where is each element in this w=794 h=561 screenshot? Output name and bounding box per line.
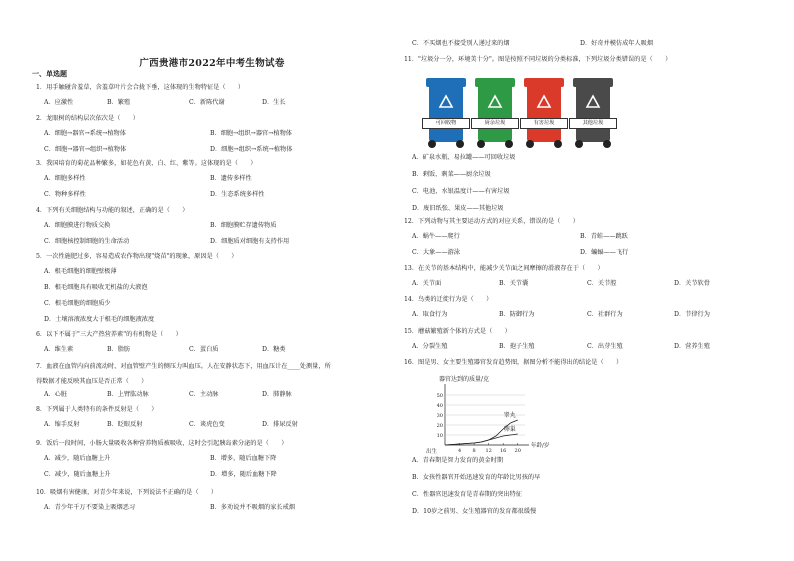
question-stem: 7．血液在血管内向前流动时，对血管壁产生的侧压力叫血压。人在安静状态下，用血压计在____处测量，所 (36, 363, 331, 370)
option: C．细胞→器官→组织→植物体 (44, 146, 127, 153)
question-stem: 13．在关节的基本结构中，能减少关节面之间摩擦的滑液存在于（ ） (404, 265, 604, 272)
bin-lid (426, 78, 466, 87)
option: B．上臂肱动脉 (107, 391, 149, 398)
option: A．缩手反射 (44, 421, 80, 428)
bin-lid (475, 78, 515, 87)
question-stem: 4．下列有关细胞结构与功能的叙述，正确的是（ ） (36, 207, 189, 214)
option: D．废旧纸张、果皮——其他垃圾 (412, 205, 504, 212)
option: D．增多，随后血糖下降 (210, 471, 277, 478)
option: D．糖类 (262, 346, 286, 353)
option: C．社群行为 (587, 311, 623, 318)
option: B．剩饭、剩菜——厨余垃圾 (412, 171, 491, 178)
y-tick-label: 30 (436, 413, 443, 419)
option: A．细胞→器官→系统→植物体 (44, 130, 126, 137)
option: B．繁殖 (107, 99, 131, 106)
y-tick-label: 20 (436, 423, 443, 429)
bin-wheel (526, 140, 534, 148)
option: B．女孩性器官开始迅速发育的年龄比男孩的早 (412, 474, 541, 481)
y-tick-label: 40 (436, 403, 443, 409)
option: B．眨眼反射 (107, 421, 143, 428)
option: B．增多，随后血糖下降 (210, 455, 277, 462)
option: A．关节面 (412, 280, 442, 287)
y-axis-label: 器官达到的质量/克 (439, 376, 490, 383)
option: A．青少年千万不要染上吸烟恶习 (44, 504, 136, 511)
recycle-icon (486, 94, 504, 112)
page-title: 广西贵港市2022年中考生物试卷 (139, 58, 285, 69)
question-stem: 1．用手触碰含羞草，含羞草叶片会合拢下垂，这体现的生物特征是（ ） (36, 84, 245, 91)
bin-wheel (428, 140, 436, 148)
option: B．根毛细胞具有吸收无机盐的大液泡 (44, 284, 148, 291)
option: D．细胞质对细胞有支持作用 (210, 238, 290, 245)
option: D．土壤溶液浓度大于根毛的细胞液浓度 (44, 316, 155, 323)
bin-label: 厨余垃圾 (471, 118, 519, 129)
option: A．根毛细胞的细胞壁极薄 (44, 268, 117, 275)
option: C．细胞核控制细胞的生命活动 (44, 238, 130, 245)
question-stem: 9．饭后一段时间，小肠大量吸收各种营养物质被吸收，这时会引起胰岛素分泌的是（ ） (36, 440, 288, 447)
bin-label: 其他垃圾 (569, 118, 617, 129)
option: D．10岁之前男、女生殖器官的发育都很缓慢 (412, 508, 537, 515)
option: C．不买烟也不接受别人递过来的烟 (412, 40, 510, 47)
question-stem: 5．一次性施肥过多，容易造成农作物出现"烧苗"的现象，原因是（ ） (36, 253, 238, 260)
question-stem: 14．鸟类的迁徙行为是（ ） (404, 296, 493, 303)
option: B．多劝说并不吸烟的家长戒烟 (210, 504, 295, 511)
bin-wheel (603, 140, 611, 148)
bin-wheel (477, 140, 485, 148)
x-tick-label: 12 (485, 448, 492, 454)
section-heading: 一、单选题 (32, 69, 67, 78)
option: B．遗传多样性 (210, 175, 252, 182)
option: C．主动脉 (189, 391, 219, 398)
option: C．大象——游泳 (412, 249, 461, 256)
option: A．维生素 (44, 346, 74, 353)
option: A．取食行为 (412, 311, 448, 318)
x-tick-label: 16 (499, 448, 507, 454)
option: C．谈虎色变 (189, 421, 225, 428)
question-stem: 12．下列动物与其主要运动方式的对应关系，错误的是（ ） (404, 218, 579, 225)
option: A．矿泉水瓶、易拉罐——可回收垃圾 (412, 154, 516, 161)
option: C．电池、水银温度计——有害垃圾 (412, 188, 510, 195)
question-stem: 10．吸烟有害健康，对青少年来说，下列说法不正确的是（ ） (36, 489, 218, 496)
option: C．性器官迅速发育是青春期的突出特征 (412, 491, 522, 498)
garbage-bin (524, 78, 564, 150)
option: D．好奇并模仿成年人吸烟 (580, 40, 654, 47)
bin-wheel (505, 140, 513, 148)
option: D．细胞→组织→系统→植物体 (210, 146, 293, 153)
question-stem: 2．龙眼树的结构层次依次是（ ） (36, 115, 139, 122)
option: C．减少，随后血糖上升 (44, 471, 111, 478)
question-stem: 得数据才能反映其血压是否正常（ ） (36, 378, 148, 385)
option: C．关节腔 (587, 280, 617, 287)
growth-chart (425, 375, 550, 455)
garbage-bin (426, 78, 466, 150)
question-stem: 11．"垃圾分一分，环境美十分"。图是按照不同垃圾的分类标准，下列垃圾分类错误的是（ ） (404, 56, 672, 63)
option: B．青蛙——跳跃 (580, 233, 628, 240)
option: D．关节软骨 (674, 280, 710, 287)
x-axis-label: 年龄/岁 (531, 443, 550, 449)
option: D．排尿反射 (262, 421, 298, 428)
y-tick-label: 10 (436, 433, 443, 439)
option: D．生态系统多样性 (210, 191, 265, 198)
option: C．出芽生殖 (587, 343, 623, 350)
bin-wheel (456, 140, 464, 148)
option: C．蛋白质 (189, 346, 219, 353)
recycle-icon (584, 94, 602, 112)
option: B．细胞→组织→器官→植物体 (210, 130, 292, 137)
recycle-icon (437, 94, 455, 112)
question-stem: 6．以下不属于"三大产热营养素"的有机物是（ ） (36, 331, 182, 338)
question-stem: 15．蘑菇繁殖新个体的方式是（ ） (404, 328, 511, 335)
bin-wheel (554, 140, 562, 148)
option: D．营养生殖 (674, 343, 710, 350)
garbage-bin (475, 78, 515, 150)
bin-wheel (575, 140, 583, 148)
recycle-icon (535, 94, 553, 112)
option: A．分裂生殖 (412, 343, 448, 350)
option: A．青春期是智力发育的黄金时期 (412, 457, 504, 464)
x-tick-label: 20 (514, 448, 521, 454)
origin-label: 出生 (426, 449, 438, 455)
series-line (445, 434, 518, 445)
garbage-bins-image (424, 75, 624, 153)
option: D．生长 (262, 99, 286, 106)
x-tick-label: 8 (472, 448, 476, 454)
bin-label: 可回收物 (422, 118, 470, 129)
option: B．脂肪 (107, 346, 131, 353)
series-label: 睾丸 (503, 412, 516, 419)
question-stem: 8．下列属于人类特有的条件反射是（ ） (36, 406, 158, 413)
option: C．根毛细胞的细胞质少 (44, 300, 111, 307)
option: A．细胞多样性 (44, 175, 86, 182)
bin-lid (524, 78, 564, 87)
option: B．关节囊 (499, 280, 529, 287)
option: D．肺静脉 (262, 391, 292, 398)
option: A．细胞膜进行物质交换 (44, 222, 111, 229)
option: D．节律行为 (674, 311, 710, 318)
option: B．防御行为 (499, 311, 535, 318)
option: C．新陈代谢 (189, 99, 225, 106)
option: A．蜗牛——爬行 (412, 233, 460, 240)
option: B．细胞膜贮存遗传物质 (210, 222, 277, 229)
option: A．应激性 (44, 99, 74, 106)
y-tick-label: 50 (436, 393, 443, 399)
option: C．物种多样性 (44, 191, 86, 198)
option: D．蝙蝠——飞行 (580, 249, 629, 256)
bin-label: 有害垃圾 (520, 118, 568, 129)
x-tick-label: 4 (457, 448, 462, 454)
garbage-bin (573, 78, 613, 150)
question-stem: 16．图是男、女主要生殖器官发育趋势图，据图分析不能得出的结论是（ ） (404, 359, 623, 366)
option: A．减少，随后血糖上升 (44, 455, 111, 462)
bin-lid (573, 78, 613, 87)
series-label: 卵巢 (503, 426, 516, 433)
option: A．心脏 (44, 391, 68, 398)
option: B．孢子生殖 (499, 343, 535, 350)
question-stem: 3．我国培育的菊花品种繁多，如花色有黄、白、红、紫等。这体现的是（ ） (36, 160, 257, 167)
